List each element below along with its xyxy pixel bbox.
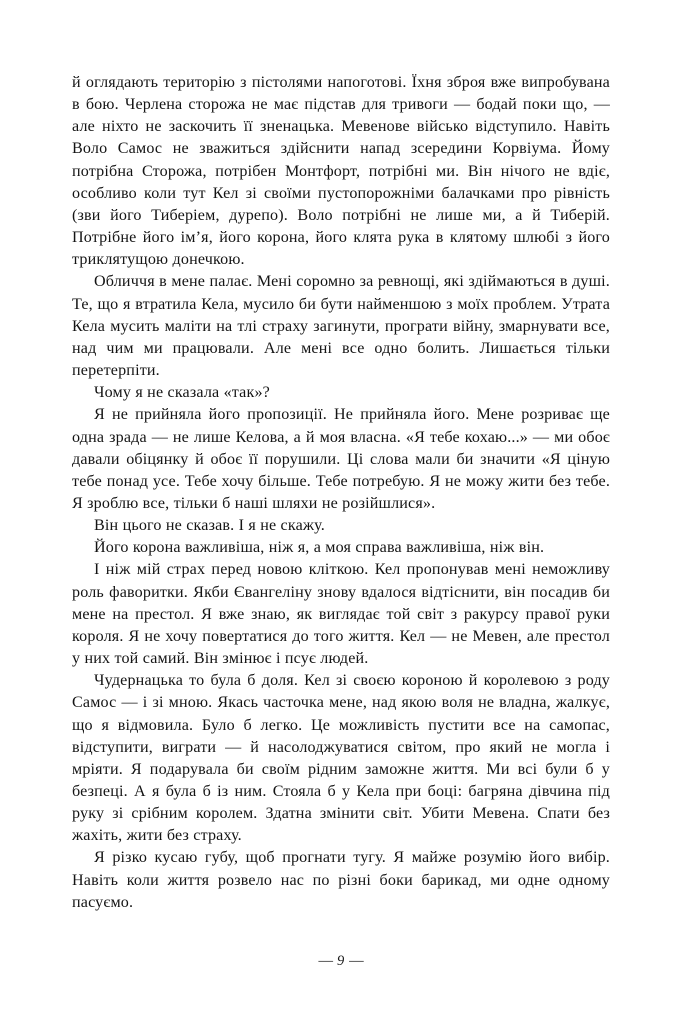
paragraph: й оглядають територію з пістолями напоготові. Їхня зброя вже випробувана в бою. Черлена сторожа не має підстав для тривоги — бодай поки що, — але ніхто не заскочить її зненацька. Мевенове військо відступило. Навіть Воло Самос не зважиться здійснити напад зсередини Корвіума. Йому потрібна Сторожа, потрібен Монтфорт, потрібні ми. Він нічого не вдіє, особливо коли тут Кел зі своїми пустопорожніми балачками про рівність (зви його Тиберіем, дурепо). Воло потрібні не лише ми, а й Тиберій. Потрібне його ім’я, його корона, його клята рука в клятому шлюбі з його триклятущою донечкою. bbox=[72, 74, 610, 269]
paragraph: Його корона важливіша, ніж я, а моя справа важливіша, ніж він. bbox=[94, 539, 545, 557]
page-footer bbox=[0, 952, 682, 970]
folio bbox=[318, 953, 363, 970]
paragraph: Він цього не сказав. І я не скажу. bbox=[94, 517, 325, 535]
folio-rule-right: — bbox=[349, 953, 364, 969]
paragraph: Я різко кусаю губу, щоб прогнати тугу. Я майже розумію його вибір. Навіть коли життя розвело нас по різні боки барикад, ми одне одному пасуємо. bbox=[72, 849, 610, 911]
folio-rule-left: — bbox=[318, 953, 333, 969]
page-number: 9 bbox=[336, 953, 346, 969]
paragraph: Чудернацька то була б доля. Кел зі своєю короною й королевою з роду Самос — і зі мною. Якась часточка мене, над якою воля не владна, жалкує, що я відмовила. Було б легко. Це можливість пустити все на самопас, відступити, виграти — й насолоджуватися світом, про який не могла і мріяти. Я подарувала би своїм рідним заможне життя. Ми всі були б у безпеці. А я була б із ним. Стояла б у Кела при боці: багряна дівчина під руку зі срібним королем. Здатна змінити світ. Убити Мевена. Спати без жахіть, жити без страху. bbox=[72, 672, 610, 845]
paragraph: Чому я не сказала «так»? bbox=[94, 384, 270, 402]
page-text-block bbox=[72, 72, 610, 914]
paragraph: І ніж мій страх перед новою кліткою. Кел пропонував мені неможливу роль фаворитки. Якби Євангеліну знову вдалося відтіснити, він посадив би мене на престол. Я вже знаю, як виглядає той світ з ракурсу правої руки короля. Я не хочу повертатися до того життя. Кел — не Мевен, але престол у них той самий. Він змінює і псує людей. bbox=[72, 561, 610, 668]
paragraph: Обличчя в мене палає. Мені соромно за ревнощі, які здіймаються в душі. Те, що я втратила Кела, мусило би бути найменшою з моїх проблем. Утрата Кела мусить маліти на тлі страху загинути, програти війну, змарнувати все, над чим ми працювали. Але мені все одно болить. Лишається тільки перетерпіти. bbox=[72, 273, 610, 380]
paragraph: Я не прийняла його пропозиції. Не прийняла його. Мене розриває ще одна зрада — не лише Келова, а й моя власна. «Я тебе кохаю...» — ми обоє давали обіцянку й обоє її порушили. Ці слова мали би значити «Я ціную тебе понад усе. Тебе хочу більше. Тебе потребую. Я не можу жити без тебе. Я зроблю все, тільки б наші шляхи не розійшлися». bbox=[72, 406, 610, 512]
